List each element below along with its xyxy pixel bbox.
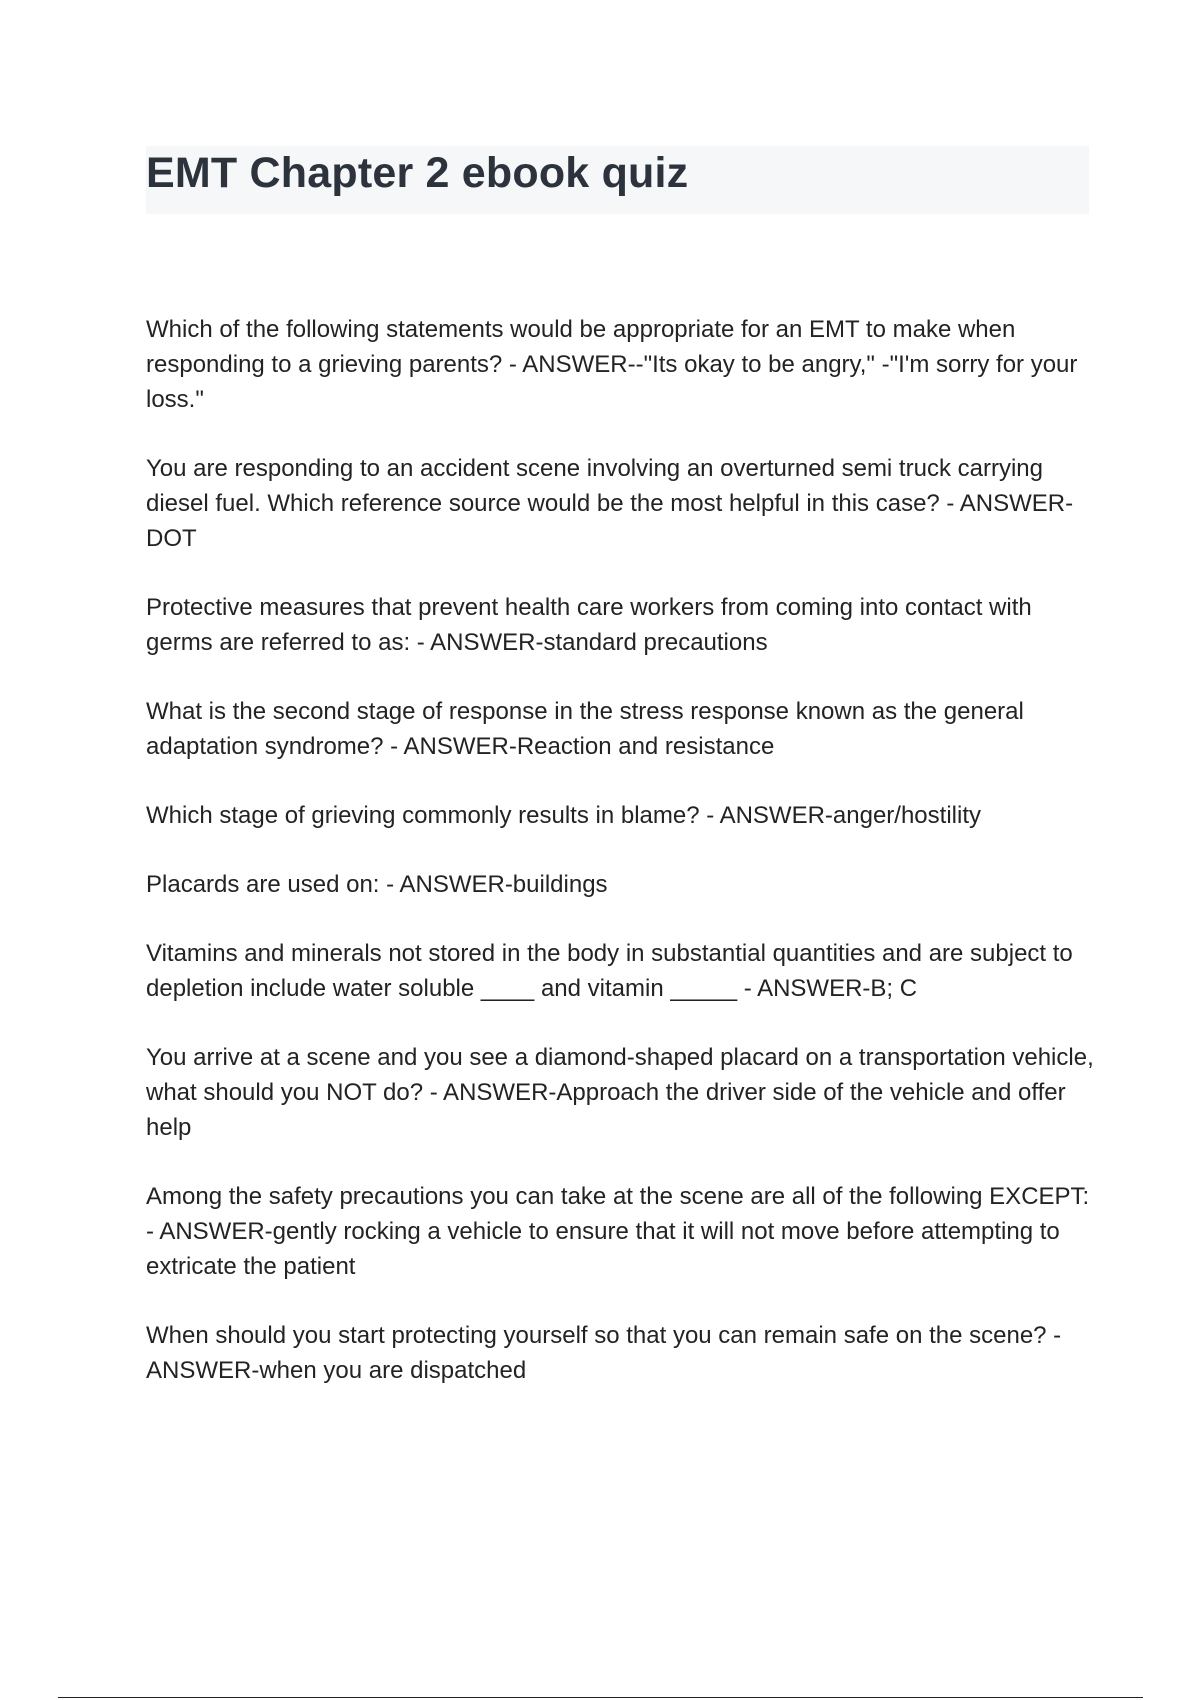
- qa-item: When should you start protecting yourself so that you can remain safe on the scene? - ANSWER-when you are dispatched: [146, 1322, 1062, 1384]
- footer-divider: [58, 1697, 1143, 1698]
- qa-item: Placards are used on: - ANSWER-buildings: [146, 871, 608, 898]
- qa-item: Protective measures that prevent health care workers from coming into contact with germs are referred to as: - ANSWER-standard precautions: [146, 594, 1032, 656]
- qa-item: You arrive at a scene and you see a diamond-shaped placard on a transportation vehicle, what should you NOT do? - ANSWER-Approach the driver side of the vehicle and offer help: [146, 1044, 1094, 1141]
- qa-item: What is the second stage of response in the stress response known as the general adaptation syndrome? - ANSWER-Reaction and resistance: [146, 698, 1024, 760]
- qa-item: You are responding to an accident scene involving an overturned semi truck carrying diesel fuel. Which reference source would be the most helpful in this case? - ANSWER-DOT: [146, 455, 1074, 552]
- qa-item: Which stage of grieving commonly results in blame? - ANSWER-anger/hostility: [146, 802, 981, 829]
- qa-item: Among the safety precautions you can take at the scene are all of the following EXCEPT: - ANSWER-gently rocking a vehicle to ensure that it will not move before attempting to extricate the patient: [146, 1183, 1090, 1280]
- document-title: EMT Chapter 2 ebook quiz: [146, 149, 689, 197]
- question-answer-list: [146, 312, 1096, 1422]
- qa-item: Which of the following statements would be appropriate for an EMT to make when responding to a grieving parents? - ANSWER--"Its okay to be angry," -"I'm sorry for your loss.": [146, 316, 1078, 413]
- qa-item: Vitamins and minerals not stored in the body in substantial quantities and are subject to depletion include water soluble ____ and vitamin _____ - ANSWER-B; C: [146, 940, 1073, 1002]
